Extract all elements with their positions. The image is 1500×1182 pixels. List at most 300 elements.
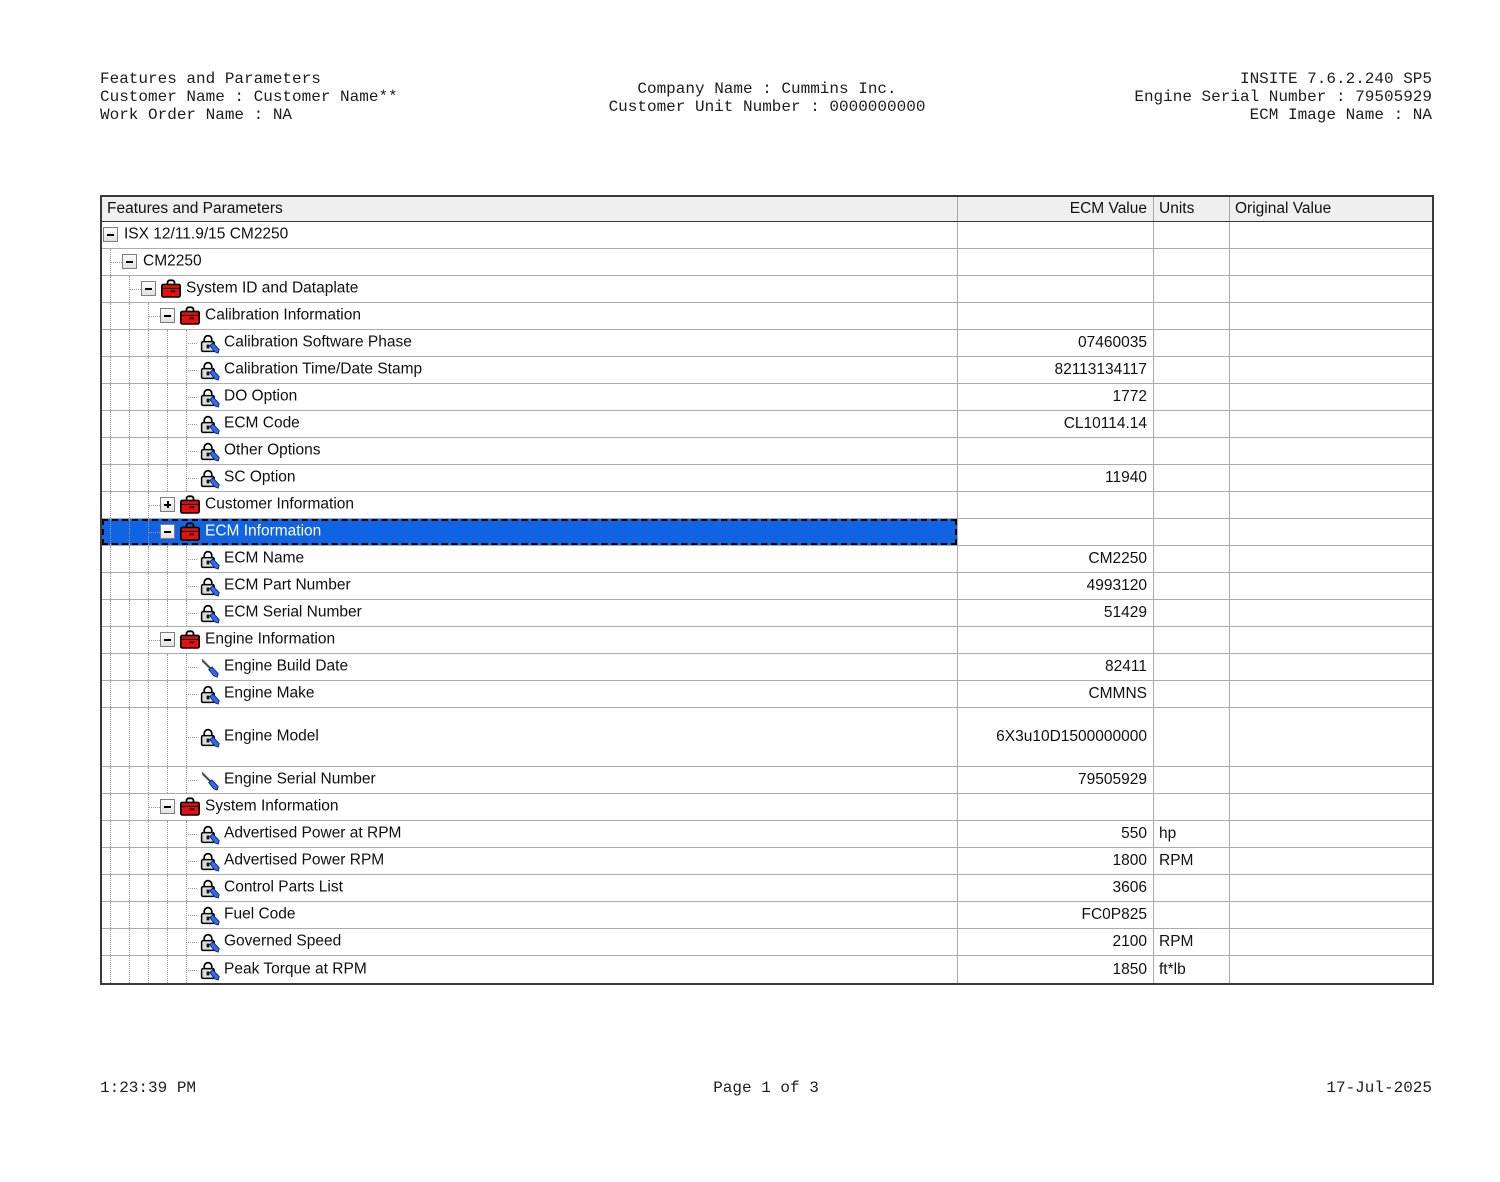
tree-guide-line bbox=[129, 519, 130, 545]
toolbox-icon bbox=[160, 278, 182, 300]
original-value-cell bbox=[1229, 875, 1432, 901]
parameter-label: Advertised Power at RPM bbox=[224, 824, 402, 842]
original-value-cell bbox=[1229, 654, 1432, 680]
tree-guide-line bbox=[110, 956, 111, 983]
tree-row-other-options[interactable] bbox=[102, 438, 1432, 465]
tree-cell[interactable] bbox=[102, 929, 957, 955]
locked-parameter-icon bbox=[198, 413, 220, 435]
ecm-value-cell: 1850 bbox=[957, 956, 1153, 983]
tree-connector-line bbox=[186, 343, 197, 344]
column-header-ecm-value: ECM Value bbox=[957, 197, 1153, 221]
tree-cell[interactable] bbox=[102, 681, 957, 707]
ecm-value-cell: CMMNS bbox=[957, 681, 1153, 707]
parameter-label: CM2250 bbox=[143, 252, 202, 270]
tree-row-isx-12-11-9-15-cm2250[interactable] bbox=[102, 222, 1432, 249]
tree-guide-line bbox=[129, 438, 130, 464]
tree-guide-line bbox=[167, 411, 168, 437]
tree-guide-line bbox=[110, 303, 111, 329]
tree-connector-line bbox=[186, 397, 197, 398]
tree-guide-line bbox=[167, 848, 168, 874]
tree-connector-line bbox=[186, 478, 197, 479]
tree-guide-line bbox=[148, 654, 149, 680]
tree-connector-line bbox=[186, 834, 197, 835]
tree-row-ecm-code[interactable] bbox=[102, 411, 1432, 438]
tree-guide-line bbox=[110, 357, 111, 383]
units-cell bbox=[1153, 276, 1229, 302]
tree-cell[interactable] bbox=[102, 357, 957, 383]
tree-cell[interactable] bbox=[102, 875, 957, 901]
tree-guide-line bbox=[167, 384, 168, 410]
ecm-value-cell bbox=[957, 627, 1153, 653]
tree-expander-collapse-icon[interactable] bbox=[103, 227, 118, 242]
original-value-cell bbox=[1229, 384, 1432, 410]
tree-guide-line bbox=[148, 708, 149, 766]
tree-connector-line bbox=[186, 915, 197, 916]
units-cell bbox=[1153, 438, 1229, 464]
units-cell bbox=[1153, 794, 1229, 820]
units-cell bbox=[1153, 600, 1229, 626]
tree-guide-line bbox=[129, 546, 130, 572]
tree-connector-line bbox=[186, 370, 197, 371]
original-value-cell bbox=[1229, 573, 1432, 599]
original-value-cell bbox=[1229, 357, 1432, 383]
toolbox-icon bbox=[179, 796, 201, 818]
tree-guide-line bbox=[110, 546, 111, 572]
tree-connector-line bbox=[186, 780, 197, 781]
tree-guide-line bbox=[129, 492, 130, 518]
tree-guide-line bbox=[148, 573, 149, 599]
tree-guide-line bbox=[129, 794, 130, 820]
units-cell bbox=[1153, 654, 1229, 680]
tree-row-peak-torque-at-rpm[interactable] bbox=[102, 956, 1432, 983]
tree-guide-line bbox=[129, 303, 130, 329]
tree-row-engine-build-date[interactable] bbox=[102, 654, 1432, 681]
toolbox-icon bbox=[179, 629, 201, 651]
original-value-cell bbox=[1229, 546, 1432, 572]
original-value-cell bbox=[1229, 222, 1432, 248]
tree-guide-line bbox=[148, 330, 149, 356]
tree-expander-collapse-icon[interactable] bbox=[160, 308, 175, 323]
tree-connector-line bbox=[186, 667, 197, 668]
tree-guide-line bbox=[167, 546, 168, 572]
tree-guide-line bbox=[167, 465, 168, 491]
parameter-label: ECM Code bbox=[224, 414, 300, 432]
units-cell bbox=[1153, 708, 1229, 766]
ecm-value-cell: 2100 bbox=[957, 929, 1153, 955]
original-value-cell bbox=[1229, 956, 1432, 983]
tree-cell[interactable] bbox=[102, 848, 957, 874]
units-cell bbox=[1153, 222, 1229, 248]
ecm-value-cell: 550 bbox=[957, 821, 1153, 847]
units-cell bbox=[1153, 384, 1229, 410]
tree-cell[interactable] bbox=[102, 384, 957, 410]
tree-guide-line bbox=[167, 708, 168, 766]
tree-guide-line bbox=[129, 573, 130, 599]
original-value-cell bbox=[1229, 848, 1432, 874]
tree-connector-line bbox=[186, 737, 197, 738]
tree-guide-line bbox=[148, 465, 149, 491]
tree-guide-line bbox=[110, 438, 111, 464]
tree-cell[interactable] bbox=[102, 411, 957, 437]
parameter-label: ECM Serial Number bbox=[224, 603, 362, 621]
tree-guide-line bbox=[110, 492, 111, 518]
ecm-value-cell: 11940 bbox=[957, 465, 1153, 491]
ecm-value-cell: 6X3u10D1500000000 bbox=[957, 708, 1153, 766]
toolbox-icon bbox=[179, 494, 201, 516]
parameter-label: Calibration Information bbox=[205, 306, 361, 324]
tree-connector-line bbox=[186, 559, 197, 560]
tree-row-fuel-code[interactable] bbox=[102, 902, 1432, 929]
tree-row-system-information[interactable] bbox=[102, 794, 1432, 821]
units-cell bbox=[1153, 303, 1229, 329]
ecm-value-cell bbox=[957, 492, 1153, 518]
tree-guide-line bbox=[148, 600, 149, 626]
units-cell bbox=[1153, 627, 1229, 653]
tree-guide-line bbox=[110, 519, 111, 545]
units-cell: hp bbox=[1153, 821, 1229, 847]
ecm-value-cell bbox=[957, 519, 1153, 545]
parameter-label: Fuel Code bbox=[224, 905, 296, 923]
tree-cell[interactable] bbox=[102, 438, 957, 464]
tree-cell[interactable] bbox=[102, 249, 957, 275]
tree-expander-collapse-icon[interactable] bbox=[160, 524, 175, 539]
tree-cell[interactable] bbox=[102, 902, 957, 928]
locked-parameter-icon bbox=[198, 683, 220, 705]
tree-guide-line bbox=[129, 600, 130, 626]
tree-row-ecm-name[interactable] bbox=[102, 546, 1432, 573]
tree-cell[interactable] bbox=[102, 330, 957, 356]
tree-guide-line bbox=[167, 902, 168, 928]
parameter-label: ECM Name bbox=[224, 549, 305, 567]
tree-row-calibration-software-phase[interactable] bbox=[102, 330, 1432, 357]
tree-cell[interactable] bbox=[102, 276, 957, 302]
ecm-value-cell bbox=[957, 794, 1153, 820]
tree-guide-line bbox=[129, 875, 130, 901]
customer-unit-line: Customer Unit Number : 0000000000 bbox=[608, 98, 926, 116]
tree-guide-line bbox=[129, 848, 130, 874]
units-cell: RPM bbox=[1153, 848, 1229, 874]
insite-version: INSITE 7.6.2.240 SP5 bbox=[1239, 70, 1432, 88]
ecm-value-cell: 51429 bbox=[957, 600, 1153, 626]
tree-expander-collapse-icon[interactable] bbox=[122, 254, 137, 269]
parameter-tree-rows bbox=[102, 222, 1432, 983]
ecm-value-cell: CM2250 bbox=[957, 546, 1153, 572]
tree-guide-line bbox=[129, 929, 130, 955]
tree-guide-line bbox=[110, 465, 111, 491]
report-header-right bbox=[1134, 70, 1432, 124]
ecm-value-cell: FC0P825 bbox=[957, 902, 1153, 928]
original-value-cell bbox=[1229, 492, 1432, 518]
parameter-label: Calibration Software Phase bbox=[224, 333, 412, 351]
parameter-label: Advertised Power RPM bbox=[224, 851, 385, 869]
tree-row-sc-option[interactable] bbox=[102, 465, 1432, 492]
ecm-value-cell: 4993120 bbox=[957, 573, 1153, 599]
locked-parameter-icon bbox=[198, 359, 220, 381]
tree-connector-line bbox=[129, 289, 141, 290]
tree-guide-line bbox=[129, 902, 130, 928]
ecm-value-cell: 82113134117 bbox=[957, 357, 1153, 383]
parameter-label: Engine Serial Number bbox=[224, 770, 376, 788]
original-value-cell bbox=[1229, 411, 1432, 437]
tree-guide-line bbox=[110, 627, 111, 653]
units-cell: RPM bbox=[1153, 929, 1229, 955]
tree-row-customer-information[interactable] bbox=[102, 492, 1432, 519]
tree-guide-line bbox=[129, 465, 130, 491]
tree-row-engine-model[interactable] bbox=[102, 708, 1432, 767]
tree-guide-line bbox=[129, 821, 130, 847]
locked-parameter-icon bbox=[198, 467, 220, 489]
tree-connector-line bbox=[110, 262, 122, 263]
tree-guide-line bbox=[148, 902, 149, 928]
tree-cell[interactable] bbox=[102, 627, 957, 653]
tree-row-cm2250[interactable] bbox=[102, 249, 1432, 276]
tree-guide-line bbox=[148, 384, 149, 410]
tree-guide-line bbox=[167, 330, 168, 356]
original-value-cell bbox=[1229, 438, 1432, 464]
original-value-cell bbox=[1229, 821, 1432, 847]
parameter-label: Governed Speed bbox=[224, 932, 342, 950]
tree-connector-line bbox=[186, 861, 197, 862]
ecm-value-cell bbox=[957, 249, 1153, 275]
original-value-cell bbox=[1229, 600, 1432, 626]
tree-connector-line bbox=[186, 694, 197, 695]
original-value-cell bbox=[1229, 902, 1432, 928]
tree-guide-line bbox=[148, 681, 149, 707]
tree-row-calibration-information[interactable] bbox=[102, 303, 1432, 330]
tree-cell[interactable] bbox=[102, 222, 957, 248]
tree-guide-line bbox=[148, 848, 149, 874]
tree-guide-line bbox=[129, 708, 130, 766]
tree-guide-line bbox=[167, 929, 168, 955]
ecm-value-cell: 1800 bbox=[957, 848, 1153, 874]
tree-cell[interactable] bbox=[102, 654, 957, 680]
tree-connector-line bbox=[186, 451, 197, 452]
tree-guide-line bbox=[110, 767, 111, 793]
units-cell bbox=[1153, 330, 1229, 356]
tree-guide-line bbox=[167, 767, 168, 793]
parameter-label: ECM Information bbox=[205, 522, 322, 540]
original-value-cell bbox=[1229, 767, 1432, 793]
tree-guide-line bbox=[148, 357, 149, 383]
tree-guide-line bbox=[129, 384, 130, 410]
footer-time: 1:23:39 PM bbox=[100, 1079, 197, 1097]
tree-guide-line bbox=[167, 357, 168, 383]
tree-connector-line bbox=[186, 942, 197, 943]
units-cell bbox=[1153, 411, 1229, 437]
toolbox-icon bbox=[179, 305, 201, 327]
parameter-label: Engine Information bbox=[205, 630, 336, 648]
tree-connector-line bbox=[186, 424, 197, 425]
locked-parameter-icon bbox=[198, 332, 220, 354]
tree-guide-line bbox=[110, 848, 111, 874]
parameter-label: System ID and Dataplate bbox=[186, 279, 359, 297]
parameter-label: Engine Build Date bbox=[224, 657, 349, 675]
locked-parameter-icon bbox=[198, 386, 220, 408]
ecm-value-cell bbox=[957, 438, 1153, 464]
editable-parameter-icon bbox=[198, 656, 220, 678]
tree-cell[interactable] bbox=[102, 546, 957, 572]
locked-parameter-icon bbox=[198, 602, 220, 624]
tree-cell[interactable] bbox=[102, 492, 957, 518]
tree-guide-line bbox=[110, 384, 111, 410]
locked-parameter-icon bbox=[198, 877, 220, 899]
units-cell bbox=[1153, 465, 1229, 491]
tree-expander-collapse-icon[interactable] bbox=[160, 632, 175, 647]
locked-parameter-icon bbox=[198, 850, 220, 872]
tree-row-do-option[interactable] bbox=[102, 384, 1432, 411]
tree-expander-collapse-icon[interactable] bbox=[141, 281, 156, 296]
tree-guide-line bbox=[148, 767, 149, 793]
engine-serial-line: Engine Serial Number : 79505929 bbox=[1134, 88, 1432, 106]
tree-connector-line bbox=[148, 316, 160, 317]
tree-guide-line bbox=[167, 681, 168, 707]
tree-cell[interactable] bbox=[102, 708, 957, 766]
locked-parameter-icon bbox=[198, 823, 220, 845]
parameter-label: Peak Torque at RPM bbox=[224, 959, 367, 977]
tree-cell[interactable] bbox=[102, 956, 957, 983]
locked-parameter-icon bbox=[198, 575, 220, 597]
tree-guide-line bbox=[110, 330, 111, 356]
tree-guide-line bbox=[167, 956, 168, 983]
units-cell: ft*lb bbox=[1153, 956, 1229, 983]
company-name-line: Company Name : Cummins Inc. bbox=[637, 80, 897, 98]
tree-row-engine-serial-number[interactable] bbox=[102, 767, 1432, 794]
original-value-cell bbox=[1229, 681, 1432, 707]
tree-row-ecm-part-number[interactable] bbox=[102, 573, 1432, 600]
tree-row-advertised-power-rpm[interactable] bbox=[102, 848, 1432, 875]
tree-guide-line bbox=[148, 956, 149, 983]
tree-row-control-parts-list[interactable] bbox=[102, 875, 1432, 902]
units-cell bbox=[1153, 492, 1229, 518]
units-cell bbox=[1153, 681, 1229, 707]
work-order-line: Work Order Name : NA bbox=[100, 106, 293, 124]
tree-row-governed-speed[interactable] bbox=[102, 929, 1432, 956]
units-cell bbox=[1153, 573, 1229, 599]
tree-guide-line bbox=[129, 627, 130, 653]
tree-guide-line bbox=[129, 681, 130, 707]
tree-cell[interactable] bbox=[102, 303, 957, 329]
column-header-features: Features and Parameters bbox=[107, 200, 283, 217]
tree-guide-line bbox=[129, 330, 130, 356]
units-cell bbox=[1153, 546, 1229, 572]
locked-parameter-icon bbox=[198, 440, 220, 462]
ecm-value-cell bbox=[957, 222, 1153, 248]
tree-row-system-id-and-dataplate[interactable] bbox=[102, 276, 1432, 303]
tree-row-calibration-time-date-stamp[interactable] bbox=[102, 357, 1432, 384]
report-header-center bbox=[467, 80, 1067, 116]
units-cell bbox=[1153, 902, 1229, 928]
toolbox-icon bbox=[179, 521, 201, 543]
tree-guide-line bbox=[148, 875, 149, 901]
tree-guide-line bbox=[110, 654, 111, 680]
original-value-cell bbox=[1229, 465, 1432, 491]
editable-parameter-icon bbox=[198, 769, 220, 791]
parameter-label: Customer Information bbox=[205, 495, 355, 513]
tree-guide-line bbox=[148, 821, 149, 847]
ecm-value-cell bbox=[957, 303, 1153, 329]
tree-guide-line bbox=[110, 573, 111, 599]
tree-guide-line bbox=[110, 708, 111, 766]
tree-guide-line bbox=[129, 357, 130, 383]
locked-parameter-icon bbox=[198, 726, 220, 748]
tree-row-ecm-serial-number[interactable] bbox=[102, 600, 1432, 627]
tree-guide-line bbox=[148, 411, 149, 437]
tree-cell[interactable] bbox=[102, 465, 957, 491]
original-value-cell bbox=[1229, 330, 1432, 356]
tree-expander-collapse-icon[interactable] bbox=[160, 799, 175, 814]
parameters-table bbox=[100, 195, 1434, 985]
column-header-units: Units bbox=[1153, 197, 1229, 221]
tree-guide-line bbox=[110, 681, 111, 707]
parameter-label: DO Option bbox=[224, 387, 298, 405]
parameter-label: System Information bbox=[205, 797, 339, 815]
tree-cell[interactable] bbox=[102, 821, 957, 847]
tree-cell[interactable] bbox=[102, 767, 957, 793]
tree-guide-line bbox=[148, 438, 149, 464]
ecm-image-line: ECM Image Name : NA bbox=[1249, 106, 1432, 124]
tree-cell[interactable] bbox=[102, 573, 957, 599]
customer-name-line: Customer Name : Customer Name** bbox=[100, 88, 398, 106]
tree-row-engine-information[interactable] bbox=[102, 627, 1432, 654]
ecm-value-cell: 3606 bbox=[957, 875, 1153, 901]
units-cell bbox=[1153, 357, 1229, 383]
tree-connector-line bbox=[148, 807, 160, 808]
original-value-cell bbox=[1229, 794, 1432, 820]
tree-guide-line bbox=[167, 821, 168, 847]
tree-guide-line bbox=[148, 546, 149, 572]
tree-connector-line bbox=[186, 888, 197, 889]
tree-row-ecm-information[interactable] bbox=[102, 519, 1432, 546]
tree-guide-line bbox=[110, 902, 111, 928]
locked-parameter-icon bbox=[198, 959, 220, 981]
tree-guide-line bbox=[129, 956, 130, 983]
tree-expander-expand-icon[interactable] bbox=[160, 497, 175, 512]
units-cell bbox=[1153, 767, 1229, 793]
tree-connector-line bbox=[186, 970, 197, 971]
tree-guide-line bbox=[129, 767, 130, 793]
tree-row-advertised-power-at-rpm[interactable] bbox=[102, 821, 1432, 848]
ecm-value-cell: 07460035 bbox=[957, 330, 1153, 356]
tree-cell[interactable] bbox=[102, 794, 957, 820]
tree-guide-line bbox=[110, 276, 111, 302]
report-title: Features and Parameters bbox=[100, 70, 321, 88]
units-cell bbox=[1153, 519, 1229, 545]
tree-cell[interactable] bbox=[102, 519, 957, 545]
original-value-cell bbox=[1229, 303, 1432, 329]
table-header-row bbox=[102, 197, 1432, 222]
tree-guide-line bbox=[167, 600, 168, 626]
tree-guide-line bbox=[167, 875, 168, 901]
tree-guide-line bbox=[148, 929, 149, 955]
tree-guide-line bbox=[129, 411, 130, 437]
tree-connector-line bbox=[148, 640, 160, 641]
original-value-cell bbox=[1229, 627, 1432, 653]
tree-cell[interactable] bbox=[102, 600, 957, 626]
tree-guide-line bbox=[110, 929, 111, 955]
parameter-label: SC Option bbox=[224, 468, 296, 486]
tree-row-engine-make[interactable] bbox=[102, 681, 1432, 708]
ecm-value-cell: CL10114.14 bbox=[957, 411, 1153, 437]
column-header-original-value: Original Value bbox=[1229, 197, 1432, 221]
ecm-value-cell: 82411 bbox=[957, 654, 1153, 680]
ecm-value-cell: 79505929 bbox=[957, 767, 1153, 793]
tree-guide-line bbox=[110, 794, 111, 820]
parameter-label: Control Parts List bbox=[224, 878, 343, 896]
report-header-left bbox=[100, 70, 398, 124]
tree-guide-line bbox=[110, 875, 111, 901]
original-value-cell bbox=[1229, 249, 1432, 275]
units-cell bbox=[1153, 249, 1229, 275]
